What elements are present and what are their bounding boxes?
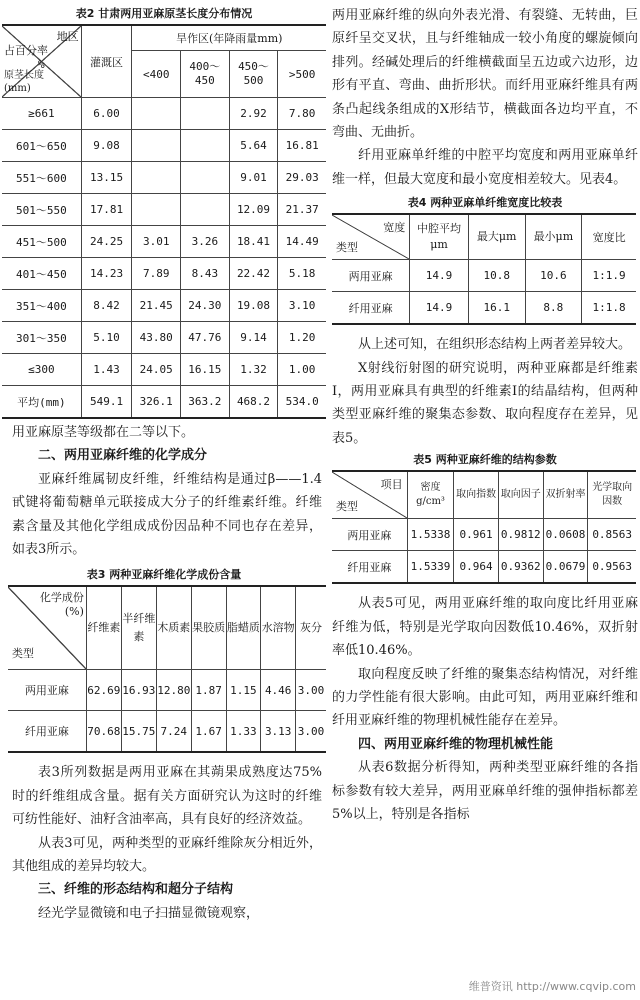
table3-cell: 70.68 (86, 711, 121, 753)
table4-diag-header (332, 214, 410, 260)
left-p4: 从表3可见，两种类型的亚麻纤维除灰分相近外，其他组成的差异均较大。 (12, 835, 322, 875)
table2-cell: 8.42 (81, 290, 132, 322)
right-p1: 两用亚麻纤维的纵向外表光滑、有裂缝、无转曲，巨原纤呈交叉状，且与纤维轴成一较小角度的螺旋倾向排列。经碱处理后的纤维横截面呈五边或六边形，边形有平直、弯曲、曲折形状。而纤用亚麻纤维具有两条凸起线条组成的X形结节，横截面各边均平直，不弯曲、无曲折。 (332, 8, 638, 141)
table2-row (2, 226, 326, 258)
section3-heading: 三、纤维的形态结构和超分子结构 (38, 882, 234, 898)
table2-cell: 19.08 (229, 290, 278, 322)
table2-cell: 17.81 (81, 194, 132, 226)
table2-cell: 14.49 (278, 226, 326, 258)
t5-col-2: 取向因子 (498, 471, 543, 519)
t3-col-6: 灰分 (296, 586, 326, 670)
table2-row (2, 258, 326, 290)
table5-cell: 0.9563 (588, 551, 636, 584)
t5-diag-bottom: 类型 (336, 500, 358, 514)
table4-cell: 8.8 (525, 292, 582, 325)
table5-caption: 表5 两种亚麻纤维的结构参数 (413, 453, 557, 467)
table2-row-label: 401～450 (15, 267, 67, 281)
table2-cell (181, 130, 230, 162)
table2-row-label: 平均(mm) (17, 395, 66, 409)
table3-cell: 1.87 (191, 670, 226, 711)
table2-row (2, 354, 326, 386)
th-dry-1: <400 (132, 51, 181, 98)
table3-row (8, 670, 326, 711)
table2-cell: 29.03 (278, 162, 326, 194)
table5-diag-header (332, 471, 407, 519)
right-p5: 从表5可见，两用亚麻纤维的取向度比纤用亚麻纤维为低，特别是光学取向因数低10.46%，双折射率低10.46%。 (332, 596, 638, 659)
table2-cell: 363.2 (181, 386, 230, 419)
table2-cell: 43.80 (132, 322, 181, 354)
table2-cell: 14.23 (81, 258, 132, 290)
table2-row-label: 501～550 (15, 203, 67, 217)
table3-row-label: 两用亚麻 (24, 684, 69, 698)
t5-col-3: 双折射率 (543, 471, 588, 519)
t4-col-3: 宽度比 (582, 214, 636, 260)
t3-col-3: 果胶质 (191, 586, 226, 670)
t5-col-0: 密度g/cm³ (407, 471, 454, 519)
table2-cell: 1.43 (81, 354, 132, 386)
table5-row (332, 519, 636, 551)
table2-cell: 24.25 (81, 226, 132, 258)
table2-row-label: 601～650 (15, 139, 67, 153)
left-p3: 表3所列数据是两用亚麻在其蒴果成熟度达75%时的纤维组成含量。据有关方面研究认为这时的纤维可纺性能好、油籽含油率高，具有良好的经济效益。 (12, 765, 322, 828)
t4-col-2: 最小μm (525, 214, 582, 260)
left-p5: 经光学显微镜和电子扫描显微镜观察， (38, 905, 260, 921)
t4-col-0: 中腔平均μm (410, 214, 469, 260)
table3-cell: 62.69 (86, 670, 121, 711)
table3-cell: 15.75 (121, 711, 156, 753)
table2-cell: 1.20 (278, 322, 326, 354)
table4-cell: 1:1.8 (582, 292, 636, 325)
watermark: 维普资讯 http://www.cqvip.com (468, 980, 636, 993)
table2-cell (132, 130, 181, 162)
table2-cell: 8.43 (181, 258, 230, 290)
table2-row-label: 551～600 (15, 171, 67, 185)
table2-row-label: 301～350 (15, 331, 67, 345)
table3-diag-header (8, 586, 86, 670)
table2-cell: 24.30 (181, 290, 230, 322)
table3-cell: 7.24 (156, 711, 191, 753)
table4-cell: 10.8 (468, 260, 525, 292)
t4-diag-bottom: 类型 (336, 241, 358, 255)
table2-cell: 9.01 (229, 162, 278, 194)
diag-mid: 占百分率 (4, 44, 48, 57)
table2-diag-header (2, 25, 81, 98)
table3-cell: 3.13 (261, 711, 296, 753)
table2-row-label: ≤300 (28, 363, 55, 376)
table2-cell: 1.00 (278, 354, 326, 386)
table2-row-label: 451～500 (15, 235, 67, 249)
th-dry-4: >500 (278, 51, 326, 98)
table2-cell: 7.80 (278, 98, 326, 130)
table2-cell (132, 194, 181, 226)
table2-cell (181, 162, 230, 194)
table4-cell: 10.6 (525, 260, 582, 292)
table2-cell: 5.64 (229, 130, 278, 162)
table4-cell: 14.9 (410, 260, 469, 292)
left-column (0, 0, 328, 925)
t4-diag-top: 宽度 (383, 221, 406, 235)
table2-cell: 6.00 (81, 98, 132, 130)
table3-row-label: 纤用亚麻 (24, 725, 69, 739)
table2-row (2, 194, 326, 226)
table2-row-label: 351～400 (15, 299, 67, 313)
right-p2: 纤用亚麻单纤维的中腔平均宽度和两用亚麻单纤维一样，但最大宽度和最小宽度相差较大。见表4。 (332, 148, 638, 187)
table3-cell: 4.46 (261, 670, 296, 711)
t3-col-4: 脂蜡质 (226, 586, 261, 670)
table5-row (332, 551, 636, 584)
table2-cell (132, 162, 181, 194)
table4-caption: 表4 两种亚麻单纤维宽度比较表 (407, 196, 563, 210)
left-p1: 用亚麻原茎等级都在二等以下。 (12, 425, 195, 440)
table2-cell: 3.10 (278, 290, 326, 322)
left-body-2 (0, 761, 328, 925)
table4-cell: 16.1 (468, 292, 525, 325)
table2-cell: 18.41 (229, 226, 278, 258)
table2-row (2, 162, 326, 194)
diag-top: 地区 (56, 30, 79, 43)
table2-cell: 22.42 (229, 258, 278, 290)
table2-cell: 326.1 (132, 386, 181, 419)
table4-row (332, 292, 636, 325)
t3-col-5: 水溶物 (261, 586, 296, 670)
table2-cell (181, 194, 230, 226)
table2-cell: 16.15 (181, 354, 230, 386)
table5 (332, 470, 636, 584)
right-column (332, 0, 638, 826)
table2-cell: 21.37 (278, 194, 326, 226)
table3-cell: 1.15 (226, 670, 261, 711)
section4-heading: 四、两用亚麻纤维的物理机械性能 (358, 736, 554, 752)
th-irrigated: 灌溉区 (81, 25, 132, 98)
t3-col-1: 半纤维素 (121, 586, 156, 670)
table3-caption: 表3 两种亚麻纤维化学成份含量 (86, 568, 242, 582)
t3-diag-bottom: 类型 (12, 647, 34, 661)
table2-cell: 5.10 (81, 322, 132, 354)
table5-cell: 0.9362 (498, 551, 543, 584)
table3-cell: 3.00 (296, 711, 326, 753)
section2-heading: 二、两用亚麻纤维的化学成分 (38, 448, 208, 464)
table5-cell: 0.8563 (588, 519, 636, 551)
table2-cell: 24.05 (132, 354, 181, 386)
table5-cell: 1.5338 (407, 519, 454, 551)
table2-row (2, 386, 326, 419)
table2-caption: 表2 甘肃两用亚麻原茎长度分布情况 (75, 7, 253, 20)
table4-cell: 1:1.9 (582, 260, 636, 292)
table3 (8, 585, 326, 753)
right-p6: 取向程度反映了纤维的聚集态结构情况，对纤维的力学性能有很大影响。由此可知，两用亚麻纤维和纤用亚麻纤维的物理机械性能存在差异。 (332, 666, 638, 729)
right-p4: X射线衍射图的研究说明，两种亚麻都是纤维素I，两用亚麻具有典型的纤维素I的结晶结构，但两种类型亚麻纤维的聚集态参数、取向程度存在差异，见表5。 (332, 360, 638, 446)
table4 (332, 213, 636, 325)
t5-col-4: 光学取向因数 (588, 471, 636, 519)
table3-cell: 16.93 (121, 670, 156, 711)
diag-bottom: 原茎长度(mm) (4, 70, 44, 94)
left-body (0, 421, 328, 561)
t3-col-0: 纤维素 (86, 586, 121, 670)
table3-cell: 1.67 (191, 711, 226, 753)
table5-cell: 0.9812 (498, 519, 543, 551)
table5-cell: 0.0608 (543, 519, 588, 551)
table2-cell (132, 98, 181, 130)
table2-cell: 534.0 (278, 386, 326, 419)
left-p2: 亚麻纤维属韧皮纤维，纤维结构是通过β——1.4甙键将葡萄糖单元联接成大分子的纤维素纤维。纤维素含量及其他化学组成成份因品种不同也存在差异，如表3所示。 (12, 471, 322, 558)
table2-cell: 21.45 (132, 290, 181, 322)
table2-cell: 3.26 (181, 226, 230, 258)
table2-cell: 1.32 (229, 354, 278, 386)
table5-cell: 0.961 (454, 519, 498, 551)
right-p7: 从表6数据分析得知，两种类型亚麻纤维的各指标参数有较大差异，两用亚麻单纤维的强伸指标都差5%以上，特别是各指标 (332, 760, 638, 822)
table4-cell: 14.9 (410, 292, 469, 325)
table2-cell: 549.1 (81, 386, 132, 419)
t4-col-1: 最大μm (468, 214, 525, 260)
table5-row-label: 两用亚麻 (347, 528, 392, 542)
table2-row (2, 98, 326, 130)
table4-row-label: 两用亚麻 (348, 269, 393, 283)
diag-pct: % (38, 58, 45, 71)
table2-cell: 16.81 (278, 130, 326, 162)
table2-row (2, 322, 326, 354)
table5-row-label: 纤用亚麻 (347, 560, 392, 574)
table2-cell: 13.15 (81, 162, 132, 194)
th-dry: 旱作区(年降雨量mm) (132, 25, 326, 51)
table2-cell: 468.2 (229, 386, 278, 419)
table2-cell: 7.89 (132, 258, 181, 290)
table2-cell (181, 98, 230, 130)
table2-cell: 47.76 (181, 322, 230, 354)
t5-col-1: 取向指数 (454, 471, 498, 519)
th-dry-2: 400～450 (181, 51, 230, 98)
t5-diag-top: 项目 (380, 478, 403, 492)
table5-cell: 0.0679 (543, 551, 588, 584)
table2-cell: 3.01 (132, 226, 181, 258)
t3-col-2: 木质素 (156, 586, 191, 670)
table2 (2, 24, 326, 419)
table3-cell: 3.00 (296, 670, 326, 711)
table5-cell: 0.964 (454, 551, 498, 584)
table2-cell: 5.18 (278, 258, 326, 290)
table2-cell: 12.09 (229, 194, 278, 226)
table2-cell: 9.08 (81, 130, 132, 162)
table2-row-label: ≥661 (28, 107, 55, 120)
table3-row (8, 711, 326, 753)
table3-cell: 1.33 (226, 711, 261, 753)
table4-row (332, 260, 636, 292)
table2-cell: 2.92 (229, 98, 278, 130)
table4-row-label: 纤用亚麻 (348, 301, 393, 315)
t3-diag-top: 化学成份(%) (39, 591, 84, 619)
table5-cell: 1.5339 (407, 551, 454, 584)
table2-row (2, 130, 326, 162)
th-dry-3: 450～500 (229, 51, 278, 98)
table3-cell: 12.80 (156, 670, 191, 711)
table2-row (2, 290, 326, 322)
right-p3: 从上述可知，在组织形态结构上两者差异较大。 (358, 337, 632, 353)
table2-cell: 9.14 (229, 322, 278, 354)
